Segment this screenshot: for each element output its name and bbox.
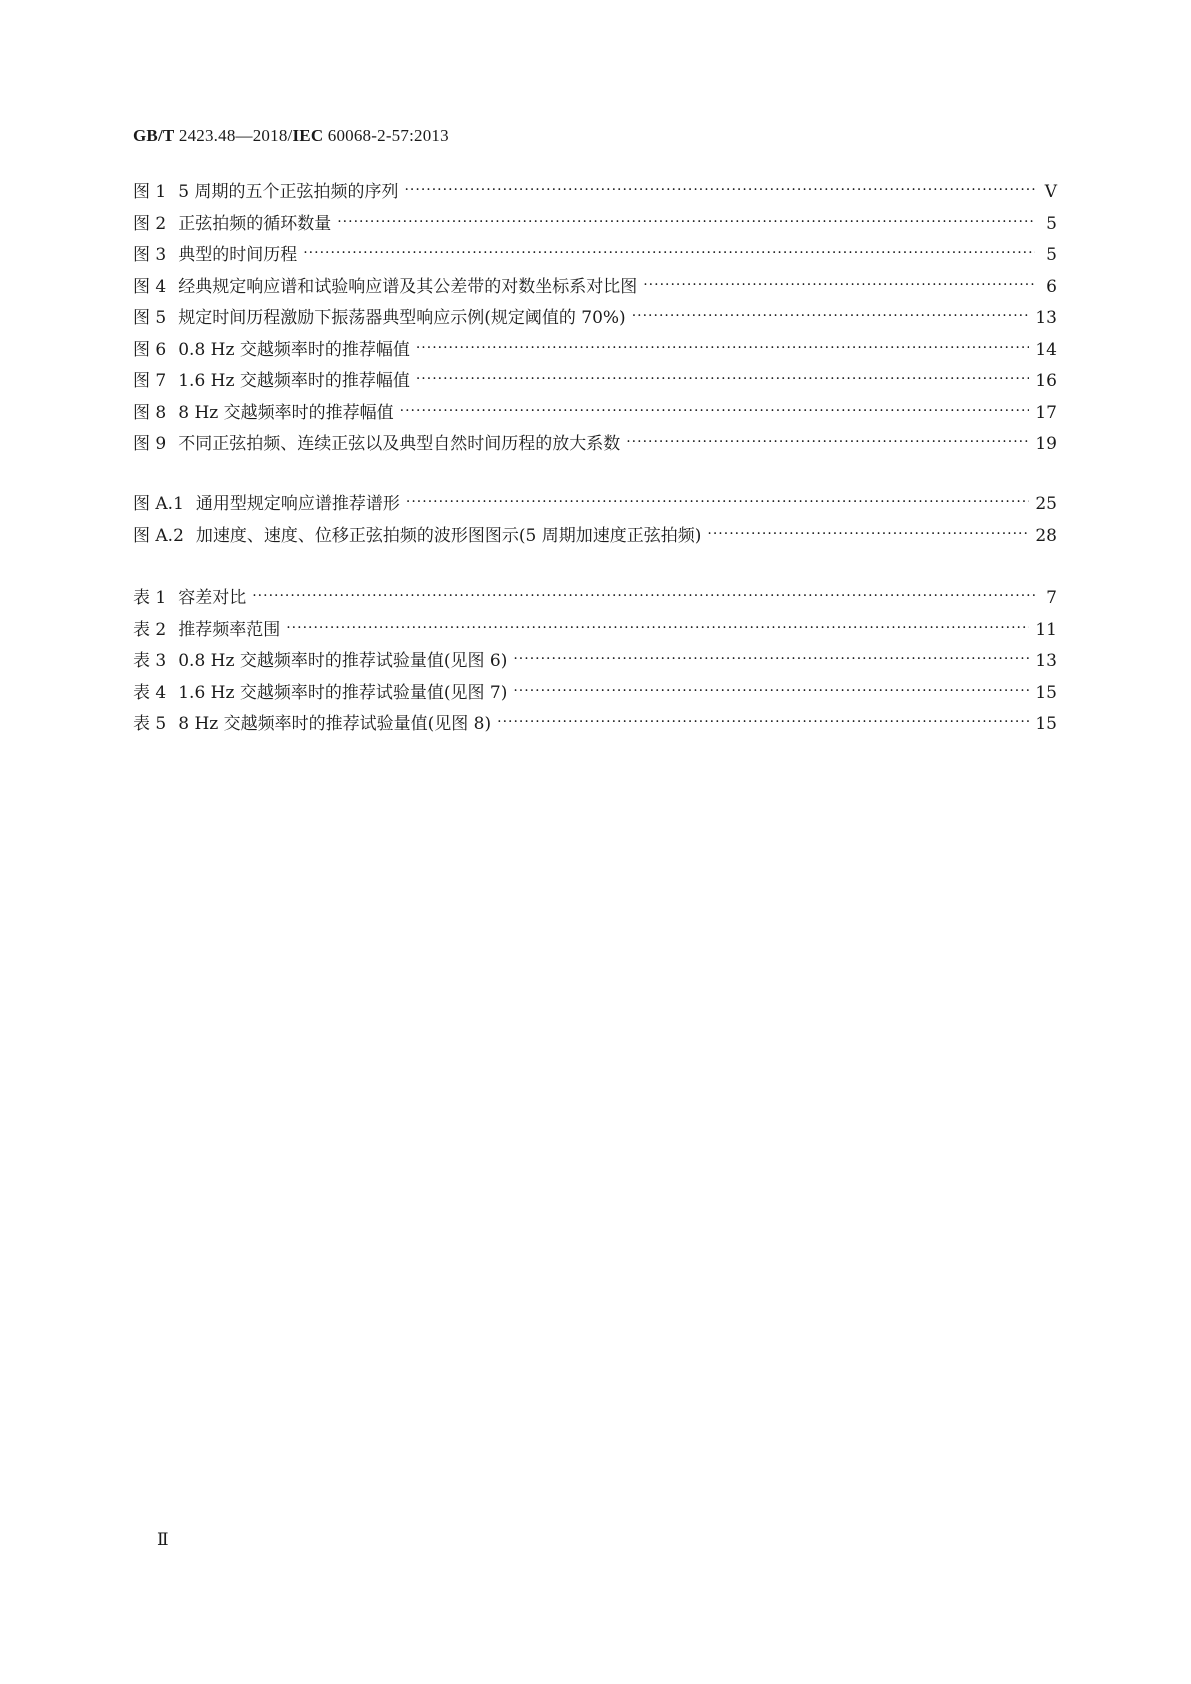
toc-entry-label: 表 1: [133, 588, 167, 608]
toc-entry-label: 图 3: [133, 245, 167, 265]
document-header: [133, 126, 449, 146]
toc-entry-title: 规定时间历程激励下振荡器典型响应示例(规定阈值的 70%): [178, 308, 626, 328]
toc-entry-title: 推荐频率范围: [178, 619, 281, 640]
toc-entry-page: 15: [1035, 682, 1057, 703]
toc-entry-label: 图 1: [133, 182, 167, 202]
toc-leader-dots: [497, 716, 1029, 733]
page-number: Ⅱ: [157, 1530, 169, 1550]
header-standard-prefix: GB/T: [133, 126, 175, 145]
toc-entry-title: 经典规定响应谱和试验响应谱及其公差带的对数坐标系对比图: [178, 276, 638, 297]
toc-leader-dots: [643, 279, 1035, 296]
toc-entry[interactable]: [133, 615, 1057, 647]
toc-entry-page: 19: [1035, 434, 1057, 454]
toc-entry[interactable]: [133, 240, 1057, 272]
header-standard-number: 2423.48—2018/: [174, 126, 293, 145]
header-iec-prefix: IEC: [292, 126, 324, 145]
header-iec-number: 60068-2-57:2013: [323, 126, 449, 145]
toc-leader-dots: [416, 373, 1030, 390]
toc-leader-dots: [626, 436, 1029, 453]
toc-entry-label: 表 5: [133, 714, 167, 734]
toc-entry-title: 通用型规定响应谱推荐谱形: [195, 494, 400, 514]
toc-leader-dots: [404, 184, 1035, 201]
toc-leader-dots: [286, 622, 1029, 639]
toc-entry-page: 5: [1046, 245, 1057, 265]
toc-entry-label: 图 7: [133, 371, 167, 391]
toc-entry-title: 8 Hz 交越频率时的推荐幅值: [178, 402, 394, 423]
figure-list: [133, 177, 1057, 461]
toc-entry-title: 5 周期的五个正弦拍频的序列: [178, 182, 399, 202]
toc-entry-page: 13: [1035, 651, 1057, 671]
toc-entry[interactable]: [133, 678, 1057, 710]
toc-entry[interactable]: [133, 272, 1057, 304]
toc-entry-label: 图 2: [133, 213, 167, 234]
toc-entry[interactable]: [133, 303, 1057, 335]
toc-entry-page: 14: [1035, 339, 1057, 360]
toc-entry-label: 图 A.1: [133, 494, 184, 514]
toc-entry-title: 容差对比: [178, 588, 247, 608]
toc-entry-title: 8 Hz 交越频率时的推荐试验量值(见图 8): [178, 714, 492, 734]
toc-entry-page: 17: [1035, 402, 1057, 423]
toc-entry[interactable]: [133, 429, 1057, 461]
toc-entry-title: 加速度、速度、位移正弦拍频的波形图图示(5 周期加速度正弦拍频): [195, 525, 702, 546]
toc-entry-page: 15: [1035, 714, 1057, 734]
toc-entry-title: 1.6 Hz 交越频率时的推荐幅值: [178, 371, 410, 391]
toc-entry[interactable]: [133, 489, 1057, 521]
toc-entry-label: 图 9: [133, 434, 167, 454]
toc-entry-page: 28: [1035, 525, 1057, 546]
toc-entry-label: 图 6: [133, 339, 167, 360]
toc-entry-label: 图 A.2: [133, 525, 184, 546]
toc-entry-page: 11: [1035, 619, 1057, 640]
toc-entry-title: 不同正弦拍频、连续正弦以及典型自然时间历程的放大系数: [178, 434, 621, 454]
toc-entry-title: 1.6 Hz 交越频率时的推荐试验量值(见图 7): [178, 682, 508, 703]
toc-entry[interactable]: [133, 398, 1057, 430]
toc-entry[interactable]: [133, 366, 1057, 398]
toc-entry-label: 表 3: [133, 651, 167, 671]
toc-entry-label: 图 5: [133, 308, 167, 328]
toc-entry-page: 25: [1035, 494, 1057, 514]
toc-entry-label: 表 4: [133, 682, 167, 703]
toc-entry-title: 典型的时间历程: [178, 245, 298, 265]
toc-leader-dots: [513, 685, 1029, 702]
toc-leader-dots: [400, 405, 1030, 422]
toc-leader-dots: [416, 342, 1030, 359]
table-list: [133, 583, 1057, 741]
toc-leader-dots: [406, 496, 1029, 513]
toc-entry-title: 0.8 Hz 交越频率时的推荐试验量值(见图 6): [178, 651, 508, 671]
toc-entry-label: 图 4: [133, 276, 167, 297]
toc-entry-label: 图 8: [133, 402, 167, 423]
toc-entry-title: 0.8 Hz 交越频率时的推荐幅值: [178, 339, 410, 360]
toc-entry-title: 正弦拍频的循环数量: [178, 213, 332, 234]
toc-entry[interactable]: [133, 209, 1057, 241]
toc-entry[interactable]: [133, 709, 1057, 741]
toc-entry-page: 7: [1046, 588, 1057, 608]
annex-figure-list: [133, 489, 1057, 552]
toc-leader-dots: [303, 247, 1035, 264]
toc-entry[interactable]: [133, 646, 1057, 678]
toc-entry-page: 13: [1035, 308, 1057, 328]
toc-entry-label: 表 2: [133, 619, 167, 640]
toc-leader-dots: [337, 216, 1035, 233]
toc-entry-page: 16: [1035, 371, 1057, 391]
toc-leader-dots: [513, 653, 1029, 670]
toc-entry-page: 6: [1046, 276, 1057, 297]
toc-leader-dots: [632, 310, 1030, 327]
toc-entry[interactable]: [133, 521, 1057, 553]
toc-entry[interactable]: [133, 583, 1057, 615]
toc-entry-page: 5: [1046, 213, 1057, 234]
toc-entry-page: Ⅴ: [1044, 182, 1057, 202]
toc-entry[interactable]: [133, 335, 1057, 367]
toc-leader-dots: [707, 528, 1029, 545]
toc-entry[interactable]: [133, 177, 1057, 209]
toc-leader-dots: [252, 590, 1035, 607]
